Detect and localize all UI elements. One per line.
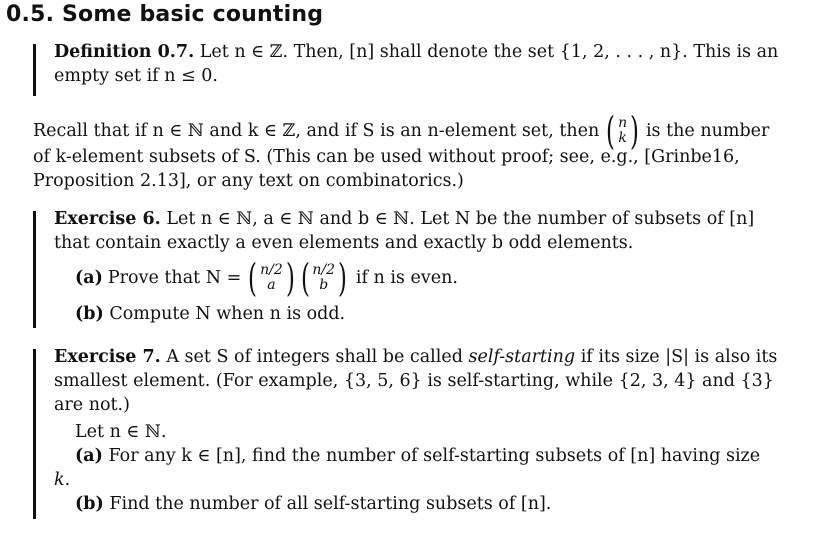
recall-line-2: of k-element subsets of S. (This can be used without proof; see, e.g., [Grinbe16, [33,147,740,167]
exercise-7-part-b-text: Find the number of all self-starting subsets of [n]. [109,494,552,514]
binomial-bottom: k [618,130,627,146]
exercise-6-label: Exercise 6. [54,209,161,229]
exercise-7-line-2: smallest element. (For example, {3, 5, 6} is self-starting, while {2, 3, 4} and {3} [54,371,774,391]
exercise-6-part-a-tail: if n is even. [355,267,458,288]
binomial-top: n [618,115,628,131]
definition-text: Let n ∈ ℤ. Then, [n] shall denote the set {1, 2, . . . , n}. This is an [199,42,779,62]
exercise-7-text-b: if its size |S| is also its [580,347,778,367]
exercise-7-line-3: are not.) [54,395,130,415]
exercise-6-part-a [75,256,458,300]
exercise-7-part-b-label: (b) [75,494,104,514]
exercise-6-part-b-text: Compute N when n is odd. [109,304,346,324]
section-number: 0.5. [6,2,55,27]
exercise-7-part-a-label: (a) [75,446,103,466]
section-heading [6,2,323,27]
recall-line-3: Proposition 2.13], or any text on combinatorics.) [33,171,464,191]
exercise-6-margin-bar [33,211,36,328]
recall-text-after: is the number [645,120,770,141]
exercise-6-part-a-label: (a) [75,267,103,288]
exercise-7-line-4: Let n ∈ ℕ. [75,422,167,442]
exercise-7-part-a-cont: k. [54,470,71,490]
definition-label: Definition 0.7. [54,42,195,62]
exercise-7-label: Exercise 7. [54,347,161,367]
binomial-n2-a: ( n/2 a ) [248,256,295,300]
binomial-left-paren: ( [606,109,616,153]
exercise-7-part-a [75,445,760,468]
binomial-1-top: n/2 [260,262,283,278]
exercise-6-part-a-text: Prove that N = [107,267,242,288]
exercise-7-part-a-text: For any k ∈ [n], find the number of self-starting subsets of [n] having size [108,446,761,466]
exercise-6-line-1 [54,208,754,231]
exercise-7-term: self-starting [468,347,576,367]
section-title: Some basic counting [62,2,324,27]
exercise-7-part-b [75,493,551,516]
binomial-n2-b: ( n/2 b ) [300,256,347,300]
binomial-right-paren: ) [630,109,639,153]
exercise-6-text: Let n ∈ ℕ, a ∈ ℕ and b ∈ ℕ. Let N be the number of subsets of [n] [166,209,755,229]
exercise-7-line-1 [54,346,777,369]
exercise-6-part-b [75,303,345,326]
binomial-2-top: n/2 [312,262,336,278]
exercise-7-margin-bar [33,349,36,519]
exercise-7-text-a: A set S of integers shall be called [166,347,463,367]
definition-line-2: empty set if n ≤ 0. [54,66,218,86]
binomial-1-bottom: a [267,277,276,293]
exercise-6-line-2: that contain exactly a even elements and exactly b odd elements. [54,233,634,253]
binomial-n-k [603,109,642,153]
definition-margin-bar [33,44,36,96]
recall-text-before: Recall that if n ∈ ℕ and k ∈ ℤ, and if S is an n-element set, then [33,120,600,141]
binomial-2-bottom: b [319,277,329,293]
recall-line-1 [33,109,770,153]
definition-line-1 [54,41,778,64]
exercise-6-part-b-label: (b) [75,304,104,324]
